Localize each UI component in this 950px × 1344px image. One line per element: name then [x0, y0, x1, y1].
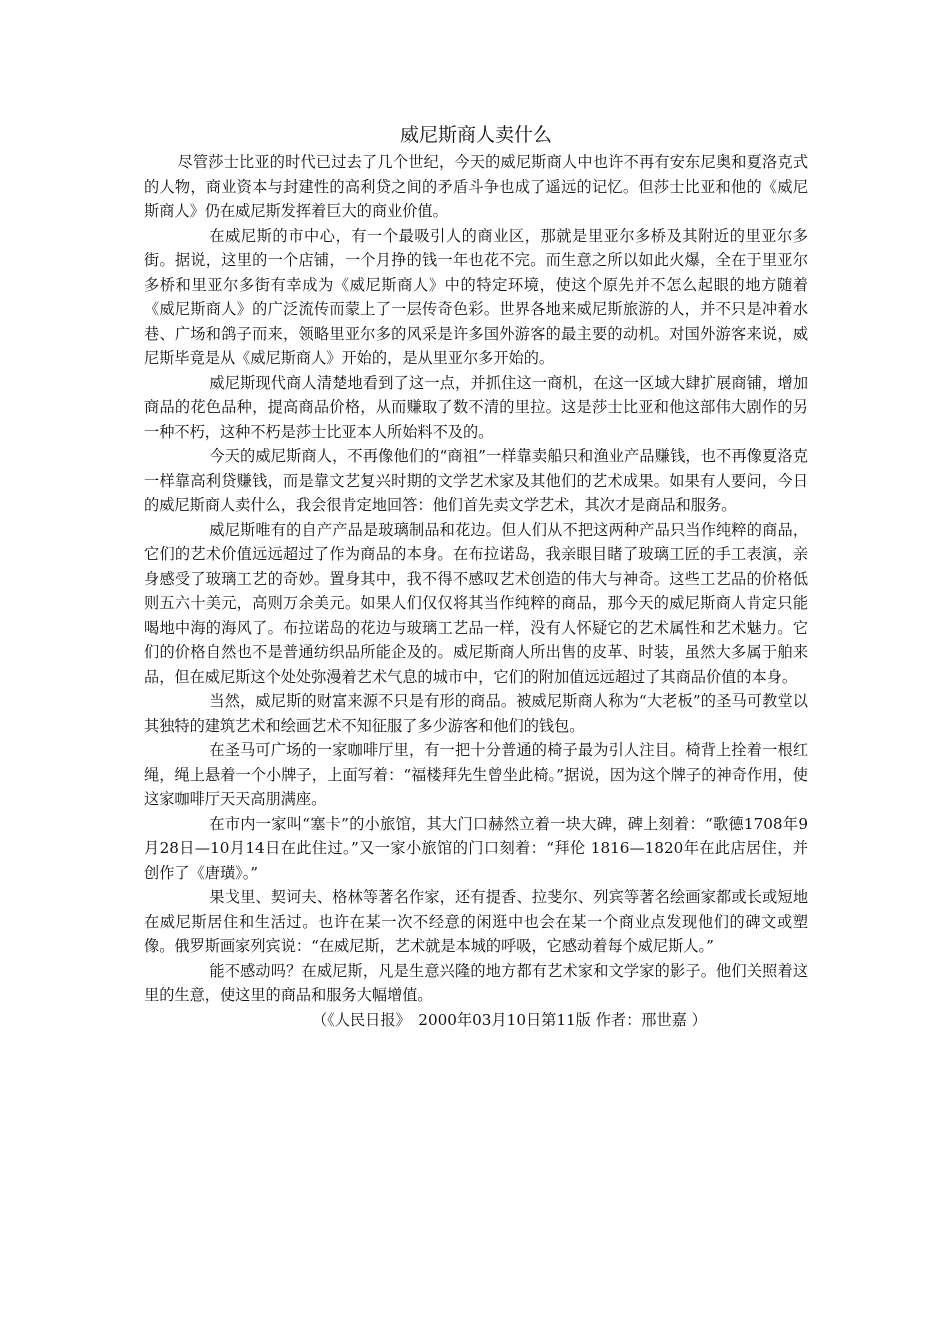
source-citation: （《人民日报》 2000年03月10日第11版 作者：邢世嘉 ） — [312, 1010, 707, 1029]
paragraph-2: 在威尼斯的市中心，有一个最吸引人的商业区，那就是里亚尔多桥及其附近的里亚尔多街。据说，这里的一个店铺，一个月挣的钱一年也花不完。而生意之所以如此火爆，全在于里亚尔多桥和里亚尔多街有幸成为《威尼斯商人》中的特定环境，使这个原先并不怎么起眼的地方随着《威尼斯商人》的广泛流传而蒙上了一层传奇色彩。世界各地来威尼斯旅游的人，并不只是冲着水巷、广场和鸽子而来，领略里亚尔多的风采是许多国外游客的最主要的动机。对国外游客来说，威尼斯毕竟是从《威尼斯商人》开始的，是从里亚尔多开始的。 — [144, 226, 808, 367]
document-page — [144, 120, 808, 1032]
paragraph-8: 在市内一家叫“塞卡”的小旅馆，其大门口赫然立着一块大碑，碑上刻着：“歌德1708年9月28日—10月14日在此住过。”又一家小旅馆的门口刻着：“拜伦 1816—1820年在此店居住，并创作了《唐璜》。” — [144, 814, 808, 882]
paragraph-10: 能不感动吗？在威尼斯，凡是生意兴隆的地方都有艺术家和文学家的影子。他们关照着这里的生意，使这里的商品和服务大幅增值。 — [144, 961, 808, 1004]
paragraph-6: 当然，威尼斯的财富来源不只是有形的商品。被威尼斯商人称为“大老板”的圣马可教堂以其独特的建筑艺术和绘画艺术不知征服了多少游客和他们的钱包。 — [144, 692, 808, 735]
document-title: 威尼斯商人卖什么 — [399, 124, 552, 146]
paragraph-9: 果戈里、契诃夫、格林等著名作家，还有提香、拉斐尔、列宾等著名绘画家都或长或短地在威尼斯居住和生活过。也许在某一次不经意的闲逛中也会在某一个商业点发现他们的碑文或塑像。俄罗斯画家列宾说：“在威尼斯，艺术就是本城的呼吸，它感动着每个威尼斯人。” — [144, 888, 808, 955]
paragraph-7: 在圣马可广场的一家咖啡厅里，有一把十分普通的椅子最为引人注目。椅背上拴着一根红绳，绳上悬着一个小牌子，上面写着：“福楼拜先生曾坐此椅。”据说，因为这个牌子的神奇作用，使这家咖啡厅天天高朋满座。 — [144, 741, 808, 808]
paragraph-1: 尽管莎士比亚的时代已过去了几个世纪，今天的威尼斯商人中也许不再有安东尼奥和夏洛克式的人物，商业资本与封建性的高利贷之间的矛盾斗争也成了遥远的记忆。但莎士比亚和他的《威尼斯商人》仍在威尼斯发挥着巨大的商业价值。 — [144, 153, 808, 220]
paragraph-4: 今天的威尼斯商人，不再像他们的“商祖”一样靠卖船只和渔业产品赚钱，也不再像夏洛克一样靠高利贷赚钱，而是靠文艺复兴时期的文学艺术家及其他们的艺术成果。如果有人要问，今日的威尼斯商人卖什么，我会很肯定地回答：他们首先卖文学艺术，其次才是商品和服务。 — [144, 447, 808, 514]
paragraph-5: 威尼斯唯有的自产产品是玻璃制品和花边。但人们从不把这两种产品只当作纯粹的商品，它们的艺术价值远远超过了作为商品的本身。在布拉诺岛，我亲眼目睹了玻璃工匠的手工表演，亲身感受了玻璃工艺的奇妙。置身其中，我不得不感叹艺术创造的伟大与神奇。这些工艺品的价格低则五六十美元，高则万余美元。如果人们仅仅将其当作纯粹的商品，那今天的威尼斯商人肯定只能喝地中海的海风了。布拉诺岛的花边与玻璃工艺品一样，没有人怀疑它的艺术属性和艺术魅力。它们的价格自然也不是普通纺织品所能企及的。威尼斯商人所出售的皮革、时装，虽然大多属于舶来品，但在威尼斯这个处处弥漫着艺术气息的城市中，它们的附加值远远超过了其商品价值的本身。 — [144, 520, 808, 686]
paragraph-3: 威尼斯现代商人清楚地看到了这一点，并抓住这一商机，在这一区域大肆扩展商铺，增加商品的花色品种，提高商品价格，从而赚取了数不清的里拉。这是莎士比亚和他这部伟大剧作的另一种不朽，这种不朽是莎士比亚本人所始料不及的。 — [144, 373, 808, 441]
